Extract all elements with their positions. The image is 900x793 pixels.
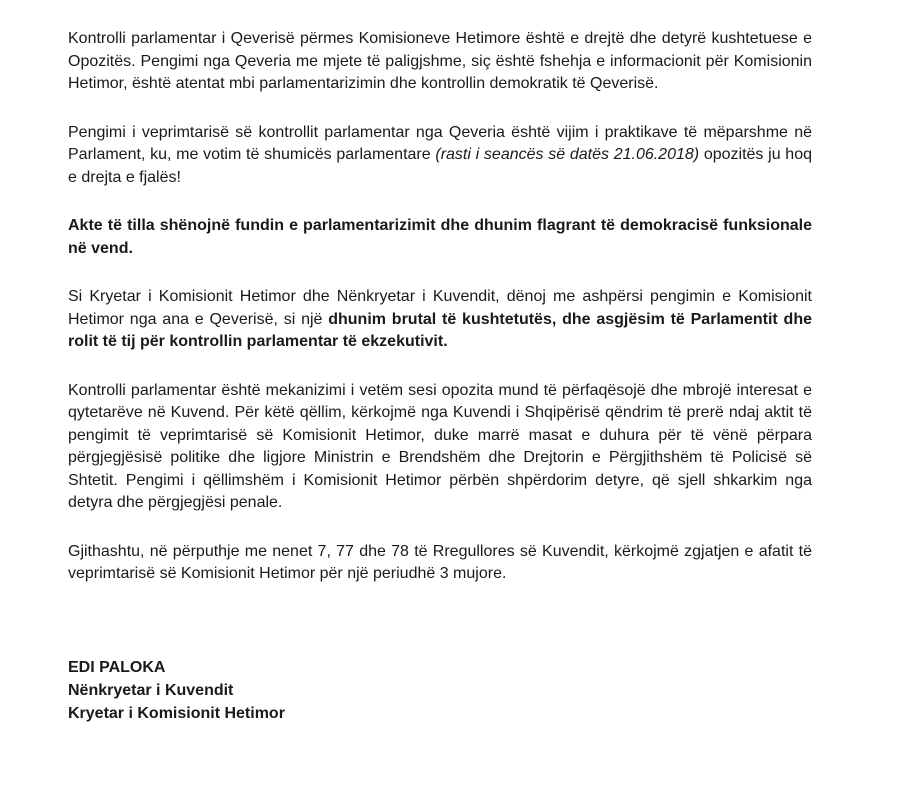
text-run: Gjithashtu, në përputhje me nenet 7, 77 dhe 78 të Rregullores së Kuvendit, kërkojmë zgjatjen e afatit të veprimtarisë së Komisionit Hetimor për një periudhë 3 mujore.: [68, 542, 812, 582]
text-run: Si Kryetar i Komisionit Hetimor dhe Nënkryetar i Kuvendit, dënoj me ashpërsi pengimin e Komisionit Hetimor nga ana e Qeverisë, si një: [68, 288, 812, 328]
signature-block: [68, 656, 812, 725]
paragraph-4: [68, 286, 812, 354]
paragraph-6: [68, 541, 812, 586]
text-run-bold: dhunim brutal të kushtetutës, dhe asgjësim të Parlamentit dhe rolit të tij për kontrollin parlamentar të ekzekutivit.: [68, 310, 813, 350]
text-run: opozitës ju hoq e drejta e fjalës!: [68, 146, 813, 186]
signature-name: EDI PALOKA: [68, 658, 166, 676]
text-run: Pengimi i veprimtarisë së kontrollit parlamentar nga Qeveria është vijim i praktikave të mëparshme në Parlament, ku, me votim të shumicës parlamentare: [68, 123, 812, 163]
paragraph-2: [68, 122, 812, 190]
paragraph-3: [68, 215, 812, 260]
text-run: Kontrolli parlamentar është mekanizimi i vetëm sesi opozita mund të përfaqësojë dhe mbrojë interesat e qytetarëve në Kuvend. Për këtë qëllim, kërkojmë nga Kuvendi i Shqipërisë qëndrim të prerë ndaj aktit të pengimit të veprimtarisë së Komisionit Hetimor, duke marrë masat e duhura për të vënë përpara përgjegjësisë politike dhe ligjore Ministrin e Brendshëm dhe Drejtorin e Përgjithshëm të Policisë së Shtetit. Pengimi i qëllimshëm i Komisionit Hetimor përbën shpërdorim detyre, që sjell shkarkim nga detyra dhe përgjegjësi penale.: [68, 381, 812, 511]
text-run: Kontrolli parlamentar i Qeverisë përmes Komisioneve Hetimore është e drejtë dhe detyrë kushtetuese e Opozitës. Pengimi nga Qeveria me mjete të paligjshme, siç është fshehja e informacionit për Komisionin Hetimor, është atentat mbi parlamentarizimin dhe kontrollin demokratik të Qeverisë.: [68, 30, 812, 92]
document-body: [68, 28, 812, 725]
signature-role-1: Nënkryetar i Kuvendit: [68, 681, 234, 699]
paragraph-1: [68, 28, 812, 96]
text-run-bold: Akte të tilla shënojnë fundin e parlamentarizimit dhe dhunim flagrant të demokracisë funksionale në vend.: [68, 217, 812, 257]
text-run-italic: (rasti i seancës së datës 21.06.2018): [435, 146, 700, 163]
paragraph-5: [68, 380, 812, 515]
signature-role-2: Kryetar i Komisionit Hetimor: [68, 704, 285, 722]
